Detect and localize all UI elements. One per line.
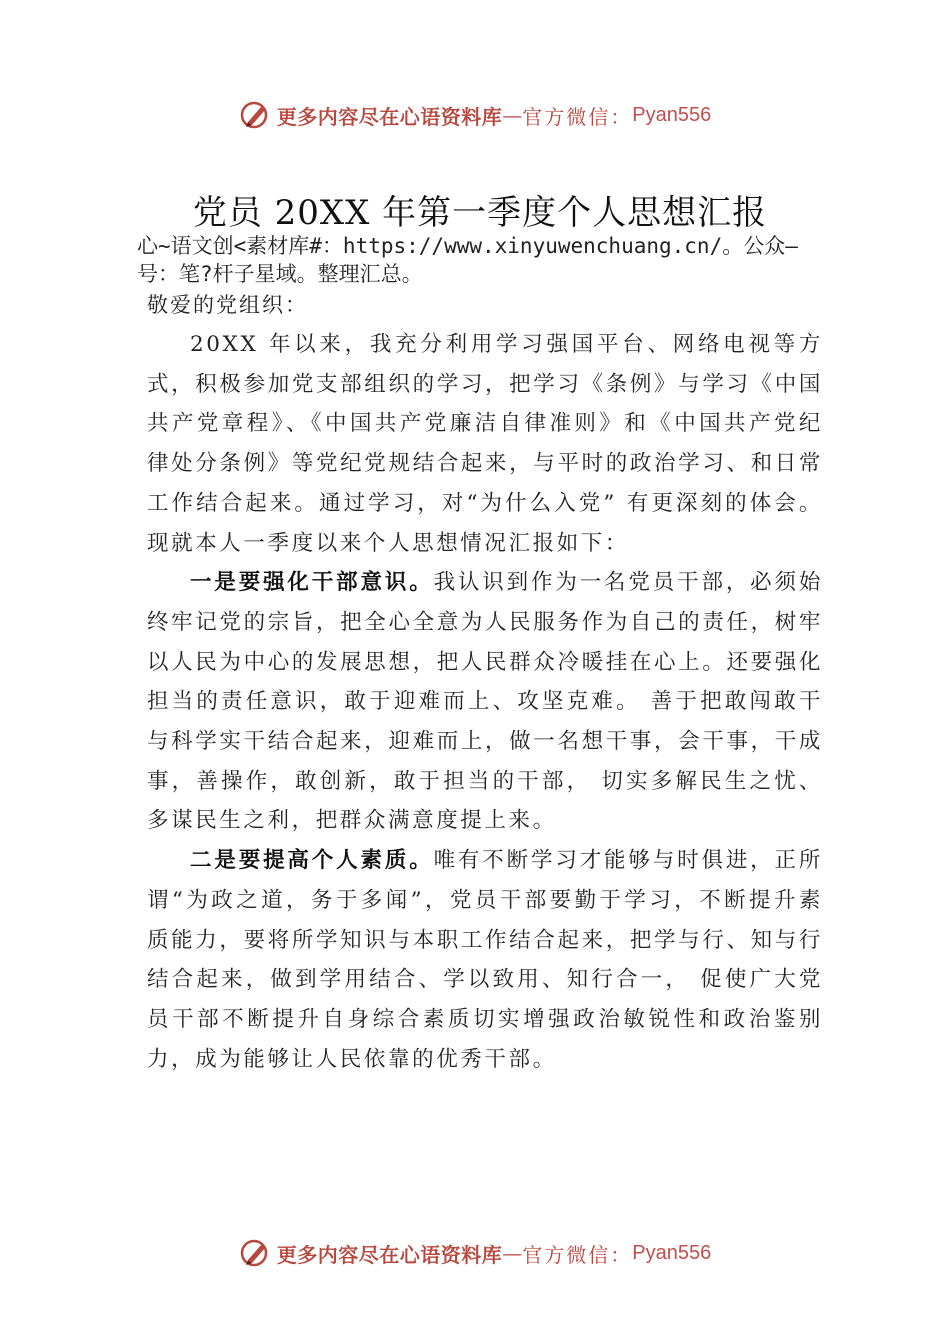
paragraph-2 <box>147 563 823 841</box>
banner-text: 更多内容尽在心语资料库 <box>276 104 503 129</box>
document-body <box>147 325 823 1079</box>
paragraph-lead: 二是要提高个人素质。 <box>190 848 434 874</box>
paragraph-1 <box>147 325 823 563</box>
banner-wechat-id: Pyan556 <box>632 1241 712 1264</box>
paragraph-lead: 一是要强化干部意识。 <box>190 570 434 596</box>
banner-separator: — <box>502 1241 523 1265</box>
banner-wechat-label: 官方微信： <box>522 1242 633 1267</box>
paragraph-text: 20XX 年以来，我充分利用学习强国平台、网络电视等方式，积极参加党支部组织的学习，把学习《条例》与学习《中国共产党章程》、《中国共产党廉洁自律准则》和《中国共产党纪律处分条例》等党纪党规结合起来，与平时的政治学习、和日常工作结合起来。通过学习，对“为什么入党” 有更深刻的体会。现就本人一季度以来个人思想情况汇报如下： <box>147 332 823 556</box>
banner-text: 更多内容尽在心语资料库 <box>276 1242 503 1267</box>
paragraph-text: 我认识到作为一名党员干部，必须始终牢记党的宗旨，把全心全意为人民服务作为自己的责任，树牢以人民为中心的发展思想，把人民群众冷暖挂在心上。还要强化担当的责任意识，敢于迎难而上、攻坚克难。 善于把敢闯敢干与科学实干结合起来，迎难而上，做一名想干事，会干事，干成事，善操作，敢创新，敢于担当的干部， 切实多解民生之忧、多谋民生之利，把群众满意度提上来。 <box>147 570 823 834</box>
banner-wechat-id: Pyan556 <box>632 103 712 126</box>
banner-wechat-label: 官方微信： <box>522 104 633 129</box>
pen-logo-icon <box>239 98 273 132</box>
source-line: 心~语文创<素材库#：https://www.xinyuwenchuang.cn/。公众—号：笔?杆子星域。整理汇总。 <box>137 234 798 286</box>
paragraph-3 <box>147 841 823 1079</box>
paragraph-text: 唯有不断学习才能够与时俱进，正所谓“为政之道，务于多闻”，党员干部要勤于学习，不断提升素质能力，要将所学知识与本职工作结合起来，把学与行、知与行结合起来，做到学用结合、学以致用、知行合一， 促使广大党员干部不断提升自身综合素质切实增强政治敏锐性和政治鉴别力，成为能够让人民依靠的优秀干部。 <box>147 848 823 1072</box>
footer-banner <box>0 1233 950 1273</box>
document-title: 党员 20XX 年第一季度个人思想汇报 <box>192 193 768 233</box>
salutation: 敬爱的党组织： <box>147 293 308 317</box>
banner-separator: — <box>502 103 523 127</box>
header-banner <box>0 95 950 135</box>
pen-logo-icon <box>239 1236 273 1270</box>
